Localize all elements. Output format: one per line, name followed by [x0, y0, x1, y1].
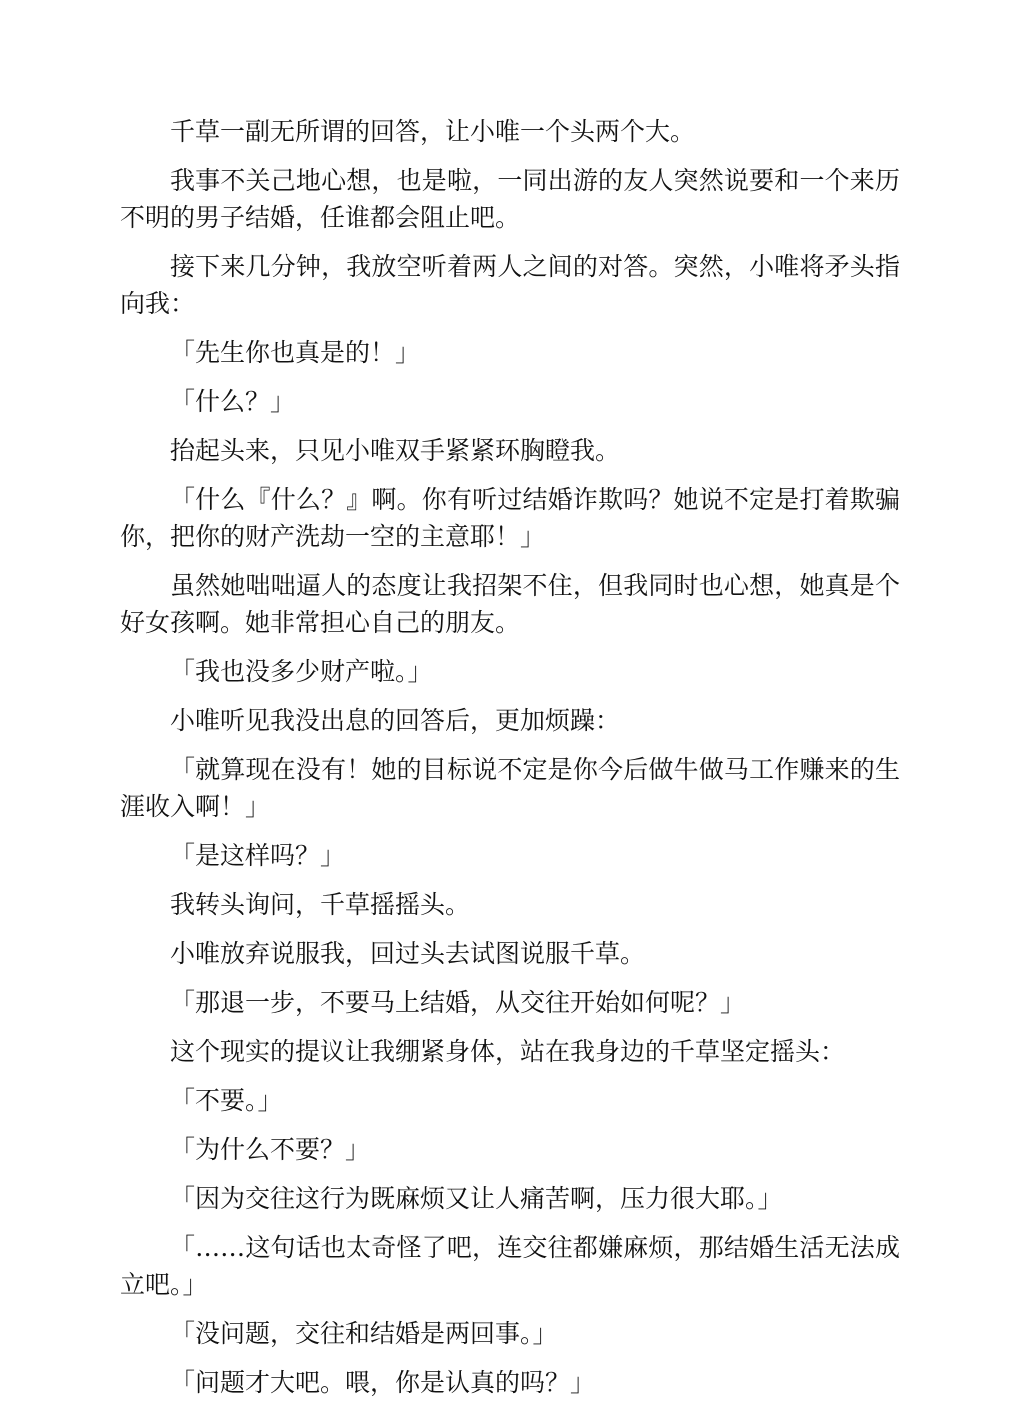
paragraph: 「问题才大吧。喂，你是认真的吗？」 — [170, 1368, 596, 1397]
paragraph: 「为什么不要？」 — [170, 1135, 371, 1164]
paragraph: 「就算现在没有！她的目标说不定是你今后做牛做马工作赚来的生涯收入啊！」 — [120, 755, 900, 821]
paragraph: 虽然她咄咄逼人的态度让我招架不住，但我同时也心想，她真是个好女孩啊。她非常担心自己的朋友。 — [120, 571, 900, 637]
paragraph: 千草一副无所谓的回答，让小唯一个头两个大。 — [170, 117, 696, 146]
paragraph: 接下来几分钟，我放空听着两人之间的对答。突然，小唯将矛头指向我： — [120, 252, 900, 318]
paragraph: 小唯听见我没出息的回答后，更加烦躁： — [170, 706, 621, 735]
paragraph: 我转头询问，千草摇摇头。 — [170, 890, 471, 919]
paragraph: 「是这样吗？」 — [170, 841, 346, 870]
paragraph: 抬起头来，只见小唯双手紧紧环胸瞪我。 — [170, 436, 621, 465]
paragraph: 我事不关己地心想，也是啦，一同出游的友人突然说要和一个来历不明的男子结婚，任谁都会阻止吧。 — [120, 166, 900, 232]
document-page — [120, 113, 900, 1413]
paragraph: 「……这句话也太奇怪了吧，连交往都嫌麻烦，那结婚生活无法成立吧。」 — [120, 1233, 900, 1299]
paragraph: 「没问题，交往和结婚是两回事。」 — [170, 1319, 558, 1348]
paragraph: 「先生你也真是的！」 — [170, 338, 421, 367]
paragraph: 「那退一步，不要马上结婚，从交往开始如何呢？」 — [170, 988, 746, 1017]
paragraph: 「什么『什么？』啊。你有听过结婚诈欺吗？她说不定是打着欺骗你，把你的财产洗劫一空的主意耶！」 — [120, 485, 900, 551]
paragraph: 「不要。」 — [170, 1086, 283, 1115]
paragraph: 「因为交往这行为既麻烦又让人痛苦啊，压力很大耶。」 — [170, 1184, 783, 1213]
paragraph: 「我也没多少财产啦。」 — [170, 657, 433, 686]
paragraph: 「什么？」 — [170, 387, 296, 416]
paragraph: 这个现实的提议让我绷紧身体，站在我身边的千草坚定摇头： — [170, 1037, 846, 1066]
paragraph: 小唯放弃说服我，回过头去试图说服千草。 — [170, 939, 646, 968]
